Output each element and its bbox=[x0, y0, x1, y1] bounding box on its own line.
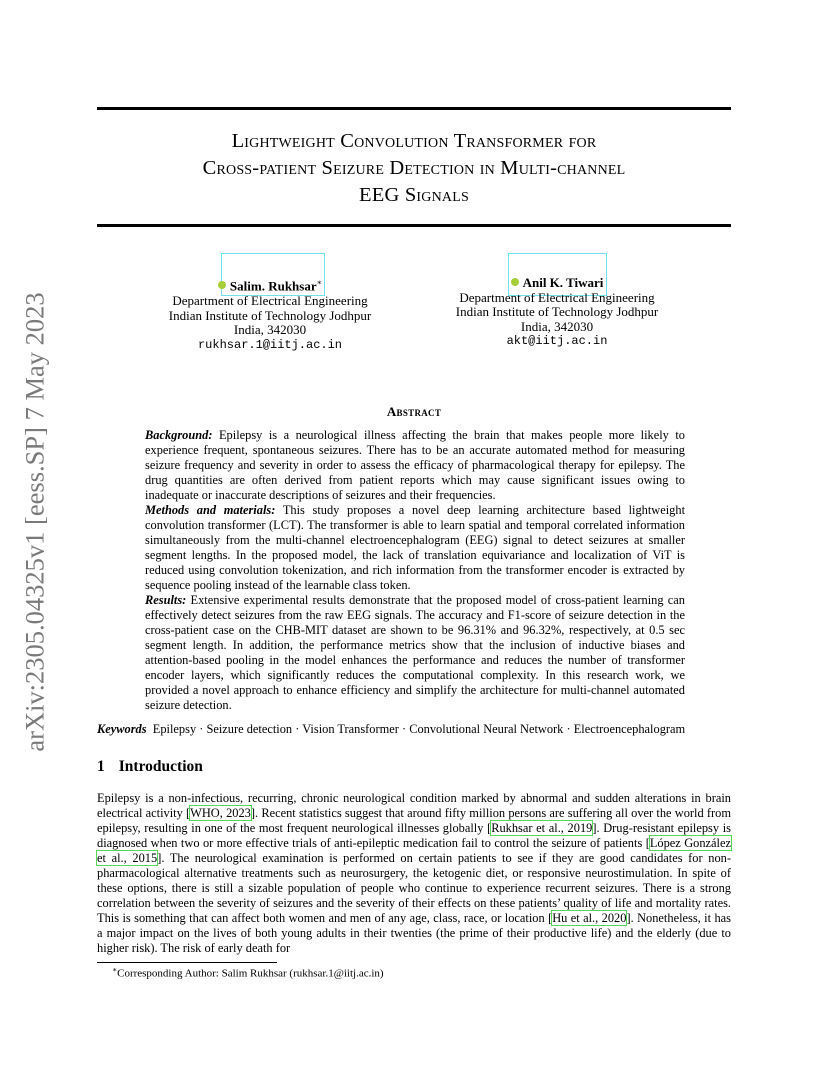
author-2 bbox=[427, 276, 687, 349]
author-1-addr: India, 342030 bbox=[233, 322, 307, 338]
author-2-dept: Department of Electrical Engineering bbox=[459, 289, 655, 305]
author-1 bbox=[140, 276, 400, 352]
orcid-icon[interactable] bbox=[218, 281, 226, 289]
author-2-addr: India, 342030 bbox=[520, 318, 594, 334]
footnote-text: Corresponding Author: Salim Rukhsar (rukhsar.1@iitj.ac.in) bbox=[117, 967, 384, 980]
title-line-3: EEG Signals bbox=[359, 184, 469, 206]
intro-text: ]. Nonetheless, it has a major impact on the lives of both young adults in their twenties (the prime of their productive life) and the elderly (due to higher risk). The risk of early death for bbox=[97, 911, 731, 955]
abstract-methods bbox=[145, 503, 685, 593]
keywords-text: Epilepsy · Seizure detection · Vision Transformer · Convolutional Neural Network · Electroencephalogram bbox=[152, 722, 686, 736]
title-line-1: Lightweight Convolution Transformer for bbox=[231, 130, 597, 152]
section-number: 1 bbox=[97, 758, 105, 775]
intro-text: Epilepsy is a non-infectious, recurring, chronic neurological condition marked by abnormal and sudden alterations in brain electrical activity [ bbox=[97, 791, 731, 820]
author-2-inst: Indian Institute of Technology Jodhpur bbox=[455, 304, 659, 320]
orcid-icon[interactable] bbox=[511, 278, 519, 286]
footnote-rule bbox=[97, 962, 277, 963]
author-1-name: Salim. Rukhsar bbox=[229, 278, 317, 294]
author-2-email[interactable]: akt@iitj.ac.in bbox=[506, 334, 608, 349]
author-1-dept: Department of Electrical Engineering bbox=[172, 292, 368, 308]
background-label: Background: bbox=[145, 428, 213, 442]
footnote-mark: ∗ bbox=[112, 965, 118, 974]
methods-text: This study proposes a novel deep learning architecture based lightweight convolution transformer (LCT). The transformer is able to learn spatial and temporal correlated information simultaneously from the multi-channel electroencephalogram (EEG) signal to detect seizures at smaller segment lengths. In the proposed model, the lack of translation equivariance and localization of ViT is reduced using convolution tokenization, and rich information from the transformer encoder is extracted by sequence pooling instead of the learnable class token. bbox=[145, 503, 686, 592]
title-bottom-rule bbox=[97, 224, 731, 227]
results-text: Extensive experimental results demonstrate that the proposed model of cross-patient learning can effectively detect seizures from the raw EEG signals. The accuracy and F1-score of seizure detection in the cross-patient case on the CHB-MIT dataset are shown to be 96.31% and 96.32%, respectively, at 0.5 sec segment length. In addition, the performance metrics show that the inclusion of inductive biases and attention-based pooling in the model enhances the performance and reduces the number of transformer encoder layers, which significantly reduces the computational complexity. In this research work, we provided a novel approach to enhance efficiency and simplify the architecture for multi-channel automated seizure detection. bbox=[145, 593, 685, 712]
keywords bbox=[97, 722, 737, 737]
arxiv-stamp-text: arXiv:2305.04325v1 [eess.SP] 7 May 2023 bbox=[19, 292, 50, 752]
section-title: Introduction bbox=[118, 758, 203, 775]
background-text: Epilepsy is a neurological illness affecting the brain that makes people more likely to experience frequent, spontaneous seizures. There has to be an accurate automated method for measuring seizure frequency and severity in order to assess the efficacy of pharmacological therapy for epilepsy. The drug quantities are often derived from patient reports which may cause significant issues owing to inadequate or inaccurate descriptions of seizures and their frequencies. bbox=[145, 428, 685, 502]
citation-link[interactable]: WHO, 2023 bbox=[190, 806, 251, 820]
paper-title bbox=[97, 128, 731, 209]
abstract-heading: Abstract bbox=[386, 404, 442, 419]
author-1-email[interactable]: rukhsar.1@iitj.ac.in bbox=[197, 337, 343, 352]
methods-label: Methods and materials: bbox=[145, 503, 276, 517]
author-1-mark: ∗ bbox=[316, 278, 323, 287]
section-heading bbox=[97, 758, 203, 776]
intro-paragraph bbox=[97, 791, 731, 956]
intro-text: ]. The neurological examination is performed on certain patients to see if they are good candidates for non-pharmacological alternative treatments such as neurosurgery, the ketogenic diet, or responsive neurostimulation. In spite of these options, there is still a sizable population of people who continue to experience recurrent seizures. There is a strong correlation between the severity of seizures and the severity of their effects on these patients’ quality of life and mortality rates. This is something that can affect both women and men of any age, class, race, or location [ bbox=[97, 851, 731, 925]
footnote bbox=[112, 965, 384, 980]
author-2-name: Anil K. Tiwari bbox=[522, 275, 604, 290]
results-label: Results: bbox=[145, 593, 187, 607]
citation-link[interactable]: Rukhsar et al., 2019 bbox=[491, 821, 593, 835]
citation-link[interactable]: López González et al., 2015 bbox=[97, 836, 731, 865]
intro-text: ]. Drug-resistant epilepsy is diagnosed when two or more effective trials of anti-epileptic medication fail to control the seizure of patients [ bbox=[97, 821, 731, 850]
abstract-body bbox=[145, 428, 685, 713]
abstract-results bbox=[145, 593, 685, 713]
title-line-2: Cross-patient Seizure Detection in Multi-channel bbox=[202, 157, 626, 179]
intro-text: ]. Recent statistics suggest that around fifty million persons are suffering all over the world from epilepsy, resulting in one of the most frequent neurological illnesses globally [ bbox=[97, 806, 731, 835]
abstract-background bbox=[145, 428, 685, 503]
citation-link[interactable]: Hu et al., 2020 bbox=[552, 911, 627, 925]
keywords-label: Keywords bbox=[97, 722, 147, 736]
author-1-inst: Indian Institute of Technology Jodhpur bbox=[168, 307, 372, 323]
title-top-rule bbox=[97, 107, 731, 110]
